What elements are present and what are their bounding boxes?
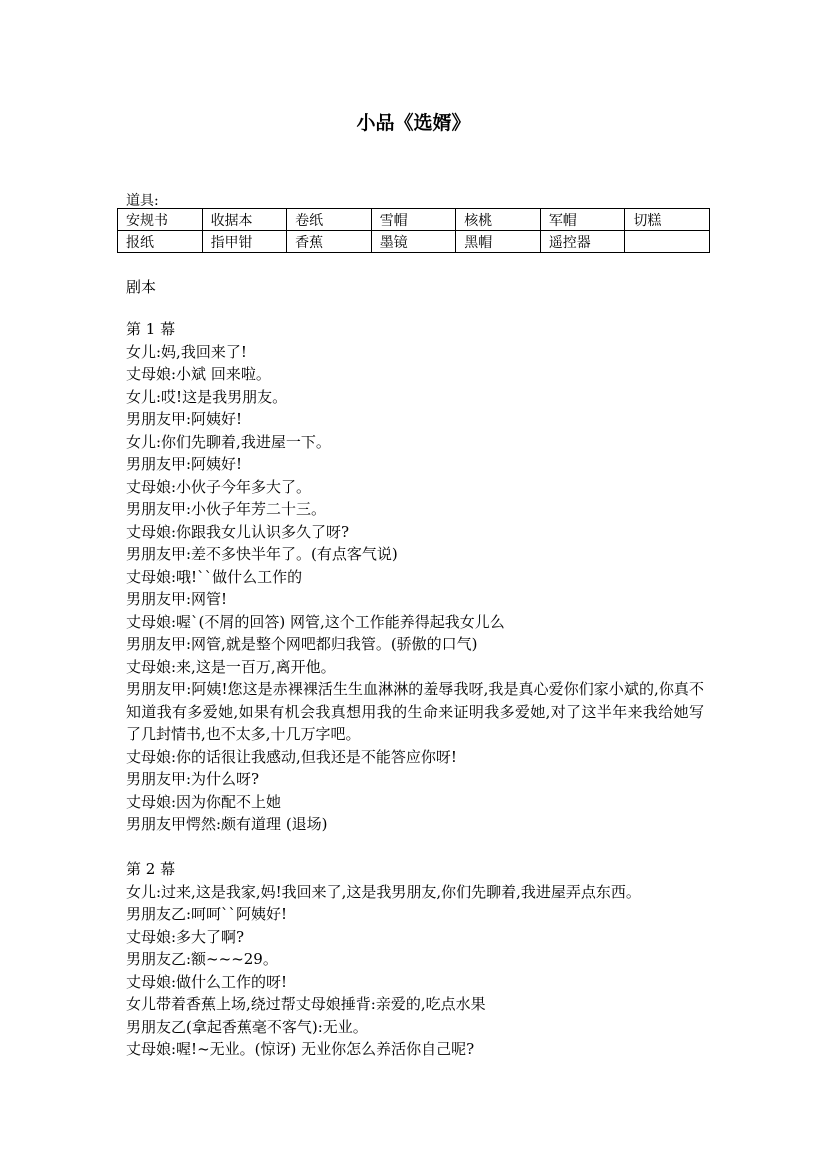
dialogue-line: 男朋友乙(拿起香蕉毫不客气):无业。 xyxy=(126,1017,368,1036)
table-cell: 核桃 xyxy=(456,209,541,231)
table-cell: 墨镜 xyxy=(371,231,456,253)
dialogue-line: 丈母娘:做什么工作的呀! xyxy=(126,972,288,991)
props-label: 道具: xyxy=(126,193,159,209)
dialogue-line: 女儿:妈,我回来了! xyxy=(126,342,247,361)
document-title: 小品《选婿》 xyxy=(356,112,471,134)
table-cell: 遥控器 xyxy=(540,231,625,253)
table-row xyxy=(118,209,710,231)
dialogue-line: 丈母娘:因为你配不上她 xyxy=(126,792,282,811)
dialogue-line: 女儿:你们先聊着,我进屋一下。 xyxy=(126,432,331,451)
dialogue-line: 男朋友甲:阿姨好! xyxy=(126,455,243,473)
dialogue-line: 男朋友甲:阿姨好! xyxy=(126,410,243,428)
script-body xyxy=(126,318,704,1061)
dialogue-line: 丈母娘:喔!~无业。(惊讶) 无业你怎么养活你自己呢? xyxy=(126,1040,475,1058)
dialogue-line: 丈母娘:小斌 回来啦。 xyxy=(126,365,271,383)
table-cell: 报纸 xyxy=(118,231,203,253)
table-cell: 卷纸 xyxy=(287,209,372,231)
dialogue-line: 丈母娘:喔`(不屑的回答) 网管,这个工作能养得起我女儿么 xyxy=(126,612,505,631)
table-cell xyxy=(625,231,710,253)
dialogue-line: 丈母娘:哦!``做什么工作的 xyxy=(126,567,303,586)
table-cell: 指甲钳 xyxy=(202,231,287,253)
dialogue-line: 男朋友甲:小伙子年芳二十三。 xyxy=(126,500,327,518)
dialogue-line: 男朋友乙:额~~~29。 xyxy=(126,950,278,968)
act-heading: 第 1 幕 xyxy=(126,320,176,338)
table-cell: 切糕 xyxy=(625,209,710,231)
table-cell: 黑帽 xyxy=(456,231,541,253)
dialogue-line: 男朋友甲愕然:颇有道理 (退场) xyxy=(126,815,328,833)
dialogue-line: 丈母娘:你的话很让我感动,但我还是不能答应你呀! xyxy=(126,747,457,766)
table-cell: 收据本 xyxy=(202,209,287,231)
dialogue-line: 丈母娘:来,这是一百万,离开他。 xyxy=(126,657,336,676)
props-table xyxy=(117,208,710,253)
dialogue-line: 男朋友甲:网管,就是整个网吧都归我管。(骄傲的口气) xyxy=(126,635,478,653)
table-row xyxy=(118,231,710,253)
table-cell: 军帽 xyxy=(540,209,625,231)
dialogue-line: 男朋友甲:阿姨!您这是赤裸裸活生生血淋淋的羞辱我呀,我是真心爱你们家小斌的,你真不知道我有多爱她,如果有机会我真想用我的生命来证明我多爱她,对了这半年来我给她写了几封情书,也不太多,十几万字吧。 xyxy=(126,680,704,743)
dialogue-line: 男朋友乙:呵呵``阿姨好! xyxy=(126,905,288,923)
dialogue-line: 男朋友甲:为什么呀? xyxy=(126,770,260,788)
dialogue-line: 女儿:哎!这是我男朋友。 xyxy=(126,387,288,406)
dialogue-line: 丈母娘:多大了啊? xyxy=(126,927,245,946)
dialogue-line: 女儿:过来,这是我家,妈!我回来了,这是我男朋友,你们先聊着,我进屋弄点东西。 xyxy=(126,882,641,901)
dialogue-line: 男朋友甲:网管! xyxy=(126,590,228,608)
dialogue-line: 女儿带着香蕉上场,绕过帮丈母娘捶背:亲爱的,吃点水果 xyxy=(126,995,486,1013)
table-cell: 雪帽 xyxy=(371,209,456,231)
dialogue-line: 男朋友甲:差不多快半年了。(有点客气说) xyxy=(126,545,398,563)
table-cell: 香蕉 xyxy=(287,231,372,253)
dialogue-line: 丈母娘:小伙子今年多大了。 xyxy=(126,477,312,496)
act-heading: 第 2 幕 xyxy=(126,860,176,878)
blank-line xyxy=(126,836,704,859)
table-cell: 安规书 xyxy=(118,209,203,231)
dialogue-line: 丈母娘:你跟我女儿认识多久了呀? xyxy=(126,522,350,541)
script-heading: 剧本 xyxy=(126,278,157,296)
